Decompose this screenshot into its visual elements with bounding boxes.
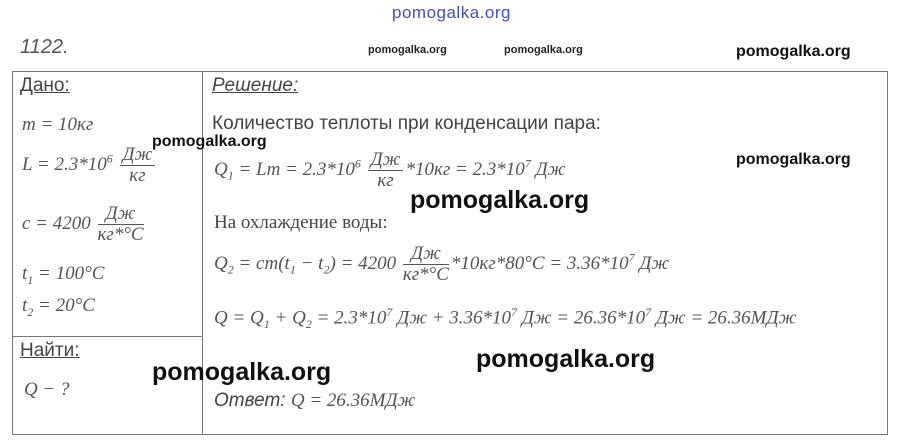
formula-q-total: $Q = Q_1 + Q_2 = 2.3*10^7$ Дж + $3.36*10^7$ Дж = $26.36*10^7$ Дж = 26.36МДж [214,305,797,332]
given-specific-heat: c = 4200 $\frac{Дж}{кг*^\circ C}$ [22,203,144,245]
problem-number: 1122. [20,36,69,58]
answer [214,390,415,412]
given-t2: $t_2 = 20^\circ C$ [22,295,95,319]
watermark: pomogalka.org [152,133,267,150]
site-watermark-top: pomogalka.org [392,3,511,22]
given-t1: $t_1 = 100^\circ C$ [22,263,105,287]
answer-label: Ответ: [214,390,286,411]
solution-text-cooling: На охлаждение воды: [214,212,388,233]
watermark: pomogalka.org [368,44,447,56]
watermark: pomogalka.org [410,186,590,214]
given-mass: m = 10кг [22,114,94,135]
given-title: Дано: [20,75,70,96]
watermark: pomogalka.org [476,345,656,373]
answer-value: Q = 26.36МДж [290,390,416,411]
solution-title: Решение: [212,75,299,96]
watermark: pomogalka.org [504,44,583,56]
solution-text-condensation: Количество теплоты при конденсации пара: [212,113,601,134]
formula-q1: $Q_1 = Lm = 2.3*10^6$ $\frac{Дж}{кг}$ $*10кг = 2.3*10^7$ Дж [214,149,566,191]
row-divider [12,336,202,337]
formula-q2: $Q_2 = cm(t_1 - t_2) = 4200$ $\frac{Дж}{кг*^\circ C}$ $*10кг*80^\circ C = 3.36*10^7$ Дж [214,243,670,285]
watermark: pomogalka.org [152,358,332,386]
find-title: Найти: [20,340,80,361]
watermark: pomogalka.org [736,43,851,60]
find-value: Q − ? [24,379,70,400]
watermark: pomogalka.org [736,151,851,168]
given-latent-heat: $L = 2.3*10^6$ $\frac{Дж}{кг}$ [22,145,157,186]
